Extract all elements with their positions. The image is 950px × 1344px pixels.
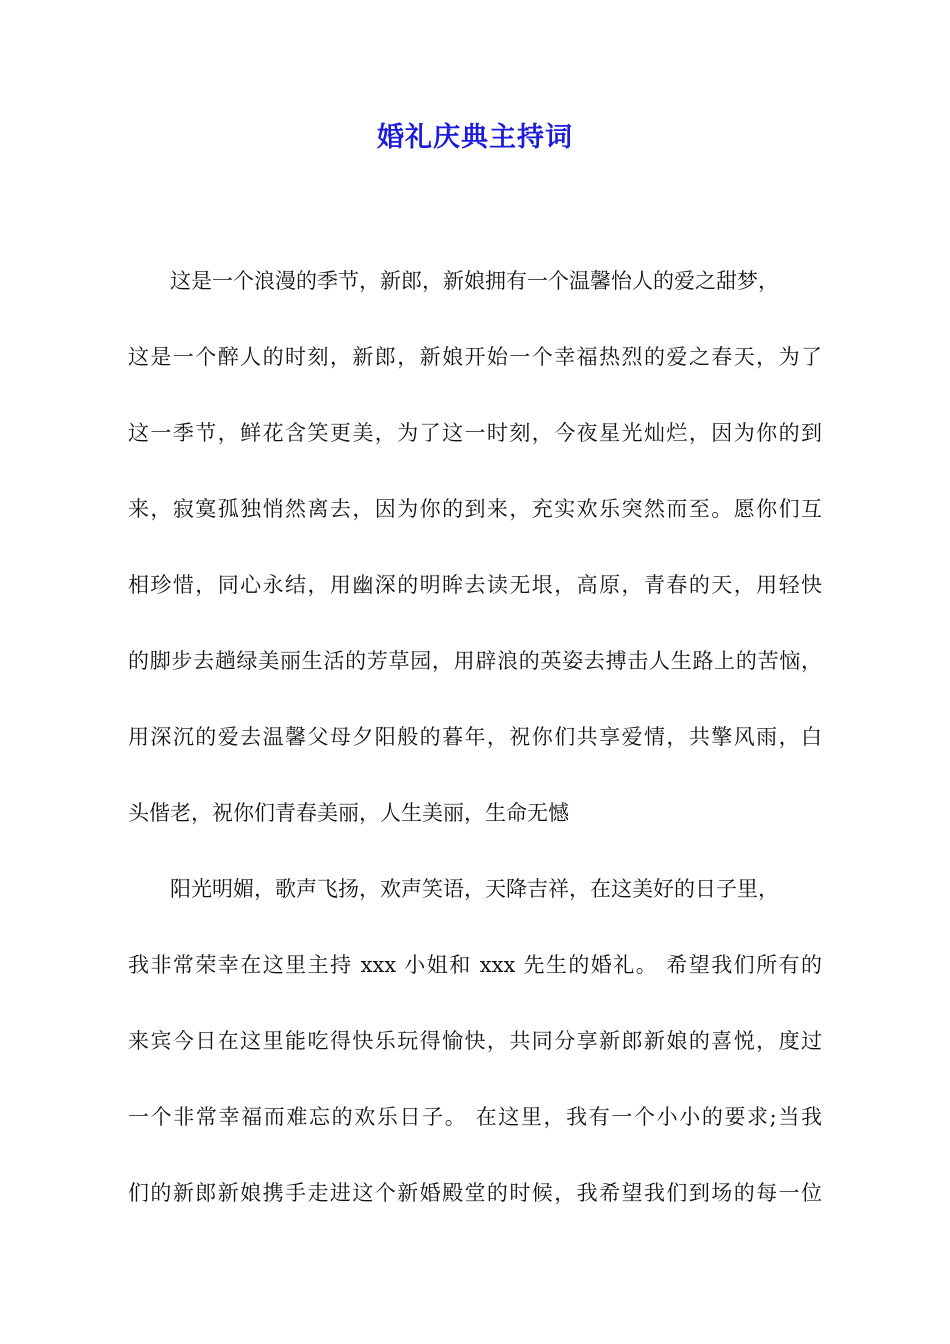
paragraph-line: 头偕老，祝你们青春美丽，人生美丽，生命无憾 <box>128 801 569 825</box>
paragraph-line: 这是一个浪漫的季节，新郎，新娘拥有一个温馨怡人的爱之甜梦， <box>170 269 779 293</box>
paragraph-line: 用深沉的爱去温馨父母夕阳般的暮年，祝你们共享爱情，共擎风雨，白 <box>128 725 822 749</box>
document-title: 婚礼庆典主持词 <box>377 122 573 153</box>
paragraph-2 <box>128 870 822 1212</box>
paragraph-line: 阳光明媚，歌声飞扬，欢声笑语，天降吉祥，在这美好的日子里， <box>170 877 779 901</box>
paragraph-line: 们的新郎新娘携手走进这个新婚殿堂的时候，我希望我们到场的每一位 <box>128 1181 822 1205</box>
paragraph-line: 一个非常幸福而难忘的欢乐日子。 在这里，我有一个小小的要求;当我 <box>128 1105 822 1129</box>
paragraph-line: 来，寂寞孤独悄然离去，因为你的到来，充实欢乐突然而至。愿你们互 <box>128 497 822 521</box>
paragraph-line: 这一季节，鲜花含笑更美，为了这一时刻，今夜星光灿烂，因为你的到 <box>128 421 822 445</box>
paragraph-line: 相珍惜，同心永结，用幽深的明眸去读无垠，高原，青春的天，用轻快 <box>128 573 822 597</box>
paragraph-line: 这是一个醉人的时刻，新郎，新娘开始一个幸福热烈的爱之春天，为了 <box>128 345 822 369</box>
paragraph-line: 的脚步去趟绿美丽生活的芳草园，用辟浪的英姿去搏击人生路上的苦恼， <box>128 649 822 673</box>
paragraph-1 <box>128 262 822 832</box>
paragraph-line: 来宾今日在这里能吃得快乐玩得愉快，共同分享新郎新娘的喜悦，度过 <box>128 1029 822 1053</box>
document-body <box>128 262 822 1250</box>
paragraph-line: 我非常荣幸在这里主持 xxx 小姐和 xxx 先生的婚礼。 希望我们所有的 <box>128 953 822 977</box>
